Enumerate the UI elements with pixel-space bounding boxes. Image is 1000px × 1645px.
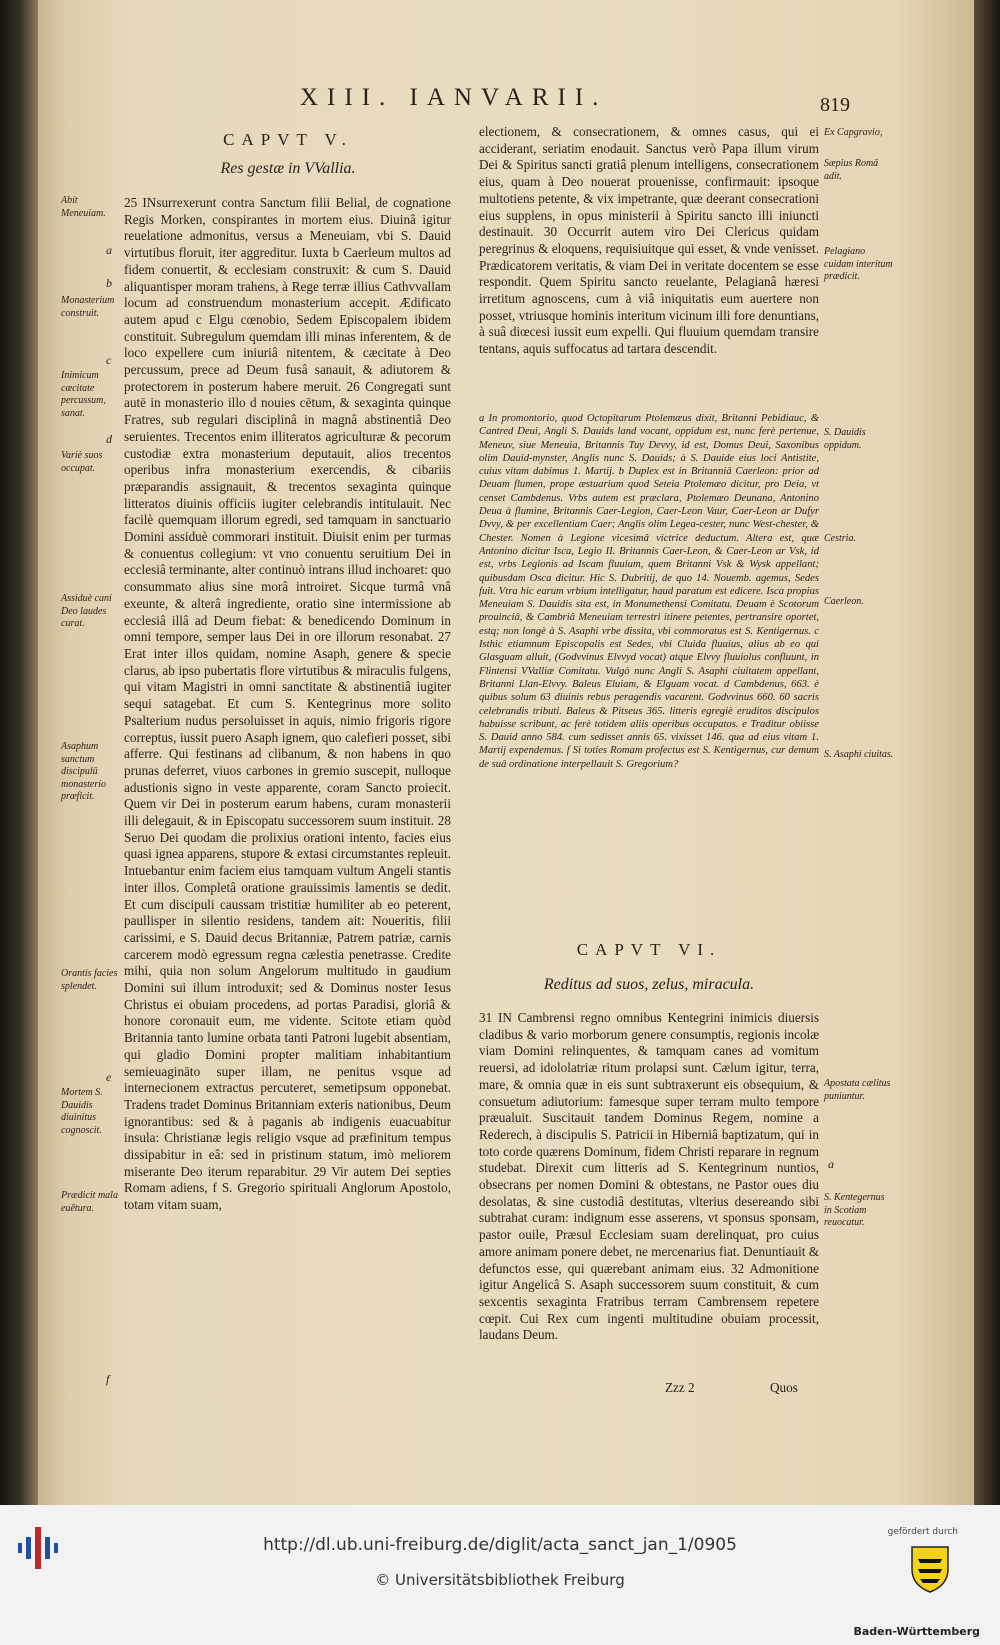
folio-number: 819 [820,94,850,116]
margin-note: Ex Capgravio, [824,127,883,138]
margin-note: S. Dauidis oppidum. [824,427,866,451]
permalink-url[interactable]: http://dl.ub.uni-freiburg.de/diglit/acta_sanct_jan_1/0905 [263,1535,737,1555]
signature-mark: Zzz 2 [665,1380,695,1395]
binding-shadow [0,0,38,1505]
running-title: XIII. IANVARII. [300,84,608,111]
copyright-notice: © Universitätsbibliothek Freiburg [375,1571,625,1589]
chapter-heading-left: CAPVT V. [223,130,353,149]
book-page [38,0,974,1505]
coat-of-arms-icon [908,1541,952,1593]
note-letter: d [106,432,112,446]
catchword: Quos [770,1380,798,1395]
margin-note: Caerleon. [824,596,864,607]
note-letter: a [828,1157,834,1171]
note-letter: b [106,276,112,290]
margin-note: Mortem S. Dauidis diuinitus cognoscit. [61,1087,103,1136]
margin-note: Orantis facies splendet. [61,968,118,992]
funded-by-label: gefördert durch [887,1527,958,1537]
margin-note: Pelagiano cuidam interitum prædicit. [824,246,893,282]
chapter-subtitle-right: Reditus ad suos, zelus, miracula. [543,976,755,993]
margin-note: Monasterium construit. [61,295,115,319]
margin-note: Prædicit mala euētura. [61,1190,118,1214]
footnotes: a In promontorio, quod Octopitarum Ptolemæus dixit, Britanni Pebidiauc, & Cantred Deui, Angli S. Dauids land vocant, oppidum est, nunc ferè pertenue, Meneuv, siue Meneuia, Britannis Tuy Devvy, id est, Domus Deui, Saxonibus olim Dauid-mynster, Anglis nunc S. Dauids; à S. Dauide eius loci Antistite, cuius vitam dabimus 1. Martij. b Duplex est in Britanniâ Caerleon: prior ad Deuam flumen, prope æstuarium quod Seteia Ptolemæo dicitur, pro Deia, vt censet Cambdenus. Vrbs autem est præclara, Ptolemæo Deunana, Antonino Deua à flumine, Britannis Caer-Legion, Caer-Leon Vaur, Caer-Leon ar Dufyr Dvvy, & per excellentiam Caer; Anglis olim Legea-cester, nunc West-chester, & Chester. Nomen à Legione vicesimâ victrice deductum. Altera est, quæ Antonino dicitur Isca, Legio II. Britannis Caer-Leon, & Caer-Leon ar Vsk, id est, vrbs Legionis ad Iscam fluuium, quem Britanni Vsk & Wysk appellant; quibusdam Osca dicitur. Hic S. Dubritij, de quo 14. Nouemb. agemus, Sedes fuit. Vtra hic earum vrbium intelligatur, haud paratum est edicere. Isca propius Meneuiam S. Dauidis sita est, in Monumethensi Comitatu. Deuam è Scotorum prouinciâ, & Cambriâ Meneuiam terrestri itinere petentes, pertransire oportet, estq; non longè à S. Asaphi vrbe dissita, vbi commoratus est S. Kentigernus. c Isthic etiamnum Episcopalis est Sedes, vbi Cluida fluuius, alius ab eo qui Glasguam alluit, (Godvvinus Elvvyd vocat) atque Elvvy fluuiolus confluunt, in Flintensi VValliæ Comitatu. Vulgò nunc Angli S. Asaphi ciuitatem appellant, Britanni Llan-Elvvy. Baleus Eluiam, & Elguam vocat. d Cambdenus, 663. è quibus solum 63 diuinis rebus peragendis vacarent. Godvvinus 660. 60 sacris celebrandis tributi. Baleus & Pitseus 365. litteris egregiè eruditos discipulos habuisse scribunt, ac ferè totidem aliis operibus occupatos. e Traditur obiisse S. Dauid anno 584. cum sedisset annis 65. vixisset 146. qua ad eius vitam 1. Martij expendemus. f Si toties Romam profectus est S. Kentigernus, cur demum de suâ ordinatione interpellauit S. Gregorium? [479,413,819,770]
left-column-text: 25 INsurrexerunt contra Sanctum filii Belial, de cognatione Regis Morken, conspirantes in mortem eius. Diuinâ igitur reuelatione admonitus, versus a Meneuiam, vbi S. Dauid virtutibus floruit, iter aggreditur. Iuxta b Caerleum multos ad fidem conuertit, & ecclesiam construxit: & cum S. Dauid aliquantisper moram trahens, à Rege terræ illius Cathvvallam locum ad construendum monasterium accepit. Ædificato autem apud c Elgu cœnobio, Sedem Episcopalem ibidem constituit. Subregulum quemdam illi minas inferentem, & de loco expellere cum iniuriâ nitentem, & cæcitate à Deo percussum, prece ad Deum fusâ sanauit, & adiutorem & protectorem in posterum habere meruit. 26 Congregati sunt autē in monasterio illo d nouies cētum, & sexaginta quinque Fratres, sub regulari disciplinâ in magnâ abstinentiâ Deo seruientes. Trecentos enim illiteratos agriculturæ & pecorum custodiæ extra monasterium deputauit, alios trecentos operibus infra monasterium exercendis, & cibariis præparandis assignauit, & trecentos sexaginta quinque litteratos diuinis officiis iugiter celebrandis intitulauit. Nec facilè quemquam illorum egredi, sed tamquam in sanctuario Domini assiduè commorari instituit. Diuisit enim per turmas & conuentus collegium: vt vno conuentu seruitium Dei in ecclesiâ terminante, alter continuò intrans illud inchoaret: quo consummato alius sine morâ introiret. Sicque turmâ vnâ exeunte, & alterâ ingrediente, oratio sine intermissione ab ecclesiâ illâ ad Deum fiebat: & benedicendo Dominum in omni tempore, semper laus Dei in ore illorum resonabat. 27 Erat inter illos quidam, nomine Asaph, genere & specie clarus, ab ipso pubertatis flore virtutibus & miraculis fulgens, qui vitam Magistri in omni sanctitate & abstinentiâ iugiter sequi satagebat. Et cum S. Kentegrinus more solito Psalterium nudus persoluisset in aquis, nimio frigoris rigore correptus, iussit puero Asaph ignem, quo calefieri posset, sibi afferre. Qui festinans ad clibanum, & non habens in quo prunas deferret, viuos carbones in gremio suscepit, nulloque adustionis signo in veste apparente, coram Sancto proiecit. Quem vir Dei in posterum earum habens, curam monasterii illi delegauit, & in Episcopatu successorem suum instituit. 28 Seruo Dei quodam die prolixius orationi intento, facies eius quasi ignea apparens, stupore & extasi circumstantes repleuit. Intuebantur enim faciem eius tamquam vultum Angeli stantis inter illos. Completâ oratione grauissimis lamentis se dedit. Et cum discipuli caussam tristitiæ humiliter ab eo peterent, paullisper in silentio residens, tandem ait: Noueritis, filii carissimi, e S. Dauid decus Britanniæ, Patrem patriæ, carnis carcerem modò egressum regna cælestia penetrasse. Credite mihi, quia non solum Angelorum multitudo in gaudium Domini sui illum introduxit; sed & Dominus noster Iesus Christus ei obuiam procedens, ad portas Paradisi, gloriâ & honore coronauit eum, me vidente. Scitote etiam quòd Britannia tanto lumine orbata tanti Patroni lugebit absentiam, qui gladio Domini propter malitiam inhabitantium semieuagināto super illam, ne penitus vsque ad internecionem extractus percuteret, semetipsum opponebat. Tradens tradet Dominus Britanniam exteris nationibus, Deum ignorantibus: sed & à paganis ab indigenis euacuabitur insula: Christianæ legis religio vsque ad præfinitum tempus dissipabitur in eâ: sed in pristinum statum, imò meliorem miserante Deo iterum reparabitur. 29 Vir autem Dei septies Romam adiens, f S. Gregorio spirituali Anglorum Apostolo, totam vitam suam, [124,195,451,1213]
note-letter: c [106,353,112,367]
chapter-heading-right: CAPVT VI. [576,940,722,959]
margin-note: Asaphum sanctum discipulū monasterio præficit. [61,741,106,802]
page-edge [974,0,1000,1505]
margin-note: S. Asaphi ciuitas. [824,749,894,760]
margin-note: Assiduè cani Deo laudes curat. [61,593,112,629]
margin-note: Sæpius Romā adit. [824,158,879,182]
right-column-text-top: electionem, & consecrationem, & omnes casus, qui ei acciderant, seriatim enodauit. Sanctus verò Papa illum virum Dei & Spiritus sancti gratiâ plenum intelligens, consecrationem eius, quam à Deo nouerat prouenisse, confirmauit: ipsoque multotiens petente, & vix impetrante, quæ deerant consecrationi eius supplens, in opus ministerii à Spiritu sancto illi iniuncti destinauit. 30 Occurrit autem viro Dei Clericus quidam peregrinus & eloquens, requisiuitque qui esset, & vnde venisset. Prædicatorem veritatis, & viam Dei in veritate docentem se esse respondit. Quem Spiritu sancto reuelante, Pelagianâ hæresi irretitum agnoscens, cum à viâ iniquitatis eum auertere non posset, vtriusque hominis interitum vicinum illi fore denuntians, à suâ diœcesi iussit eum expelli. Qui fluuium quemdam transire tentans, aquis suffocatus ad tartara descendit. [479,124,819,357]
margin-note: Apostata cælitus puniuntur. [824,1078,891,1102]
viewer-footer [0,1505,1000,1645]
margin-note: Abit Meneuiam. [61,195,106,219]
note-letter: f [106,1372,110,1386]
note-letter: e [106,1070,112,1084]
margin-note: Variè suos occupat. [61,450,103,474]
right-column-text-bottom: 31 IN Cambrensi regno omnibus Kentegrini inimicis diuersis cladibus & vario morborum genere consumptis, regionis incolæ viam Domini relinquentes, & tamquam canes ad vomitum reuersi, ad idololatriæ ritum prolapsi sunt. Cælum igitur, terra, mare, & omnia quæ in eis sunt subtraxerunt eis obsequium, & consuetum adiutorium: famesque super terram multo tempore præualuit. Suscitauit tandem Dominus Regem, nomine a Rederech, à discipulis S. Patricii in Hiberniâ baptizatum, qui in toto corde quærens Dominum, fidem Christi reparare in regnum studebat. Direxit cum litteris ad S. Kentegrinum nuntios, obsecrans per nomen Domini & obtestans, ne Pastor oues diu desolatas, & sine custodiâ destitutas, vlterius desereando sibi subtrahat curam: indignum esse asserens, vt sponsus sponsam, pastor ouile, Præsul Ecclesiam suam derelinquat, pro cuius amore animam ponere debet, ne mercenarius fiat. Denuntiauit & defunctos esse, qui quærebant animam eius. 32 Admonitione igitur Angelicâ S. Asaph successorem suum constituit, & cum sexcentis sexaginta Fratribus terram Cambrensem repetere cœpit. Cui Rex cum ingenti multitudine obuiam processit, laudans Deum. [479,1010,819,1343]
funder-name: Baden-Württemberg [853,1625,980,1638]
note-letter: a [106,243,112,257]
margin-note: S. Kentegernus in Scotiam reuocatur. [824,1192,885,1228]
margin-note: Cestria. [824,533,856,544]
chapter-subtitle-left: Res gestæ in VVallia. [220,160,356,177]
margin-note: Inimicum cæcitate percussum, sanat. [61,370,106,419]
